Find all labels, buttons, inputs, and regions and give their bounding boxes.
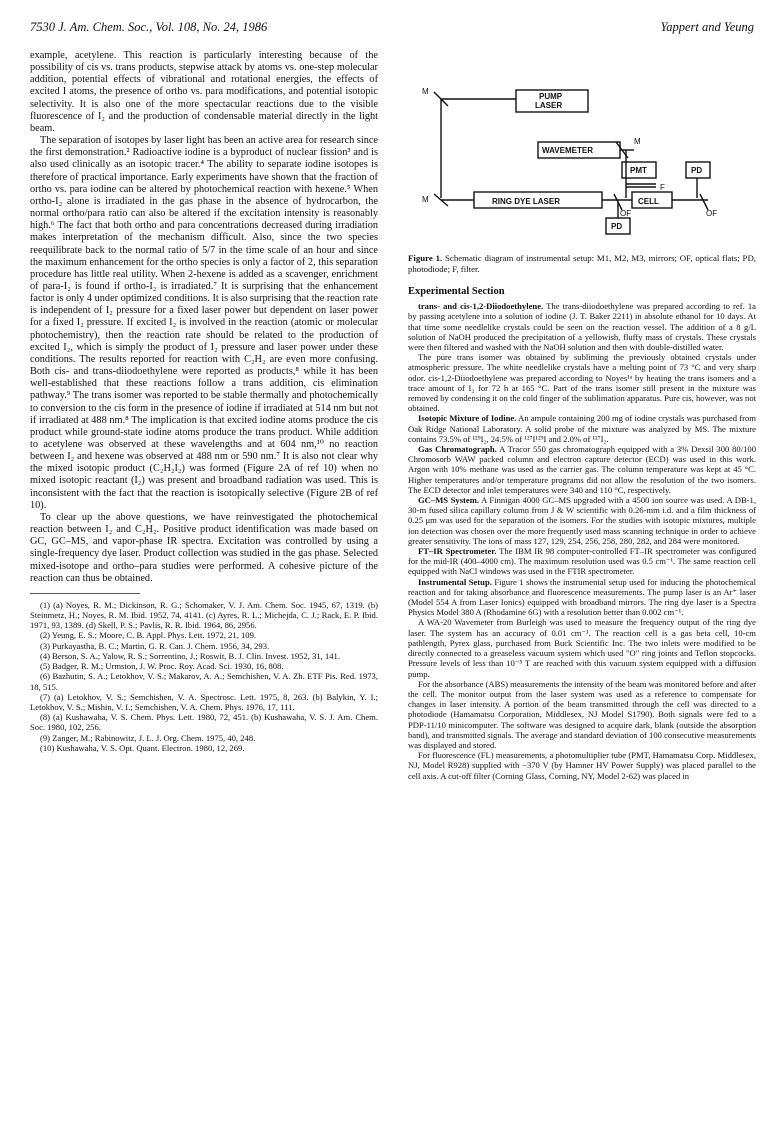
reference-6: (6) Bazhutin, S. A.; Letokhov, V. S.; Makarov, A. A.; Semchishen, V. A. Zh. ETF Pis. Red. 1973, 18, 515. <box>30 671 378 692</box>
footnote-divider <box>30 593 140 594</box>
svg-text:LASER: LASER <box>535 101 563 110</box>
journal-citation: 7530 J. Am. Chem. Soc., Vol. 108, No. 24, 1986 <box>30 20 268 34</box>
svg-text:OF: OF <box>620 209 632 218</box>
figure-1-label: Figure 1. <box>408 253 443 263</box>
reference-1: (1) (a) Noyes, R. M.; Dickinson, R. G.; Schomaker, V. J. Am. Chem. Soc. 1945, 67, 1319. (b) Steinmetz, H.; Noyes, R. M. Ibid. 1952, 74, 4141. (c) Ayres, R. L.; Michejda, C. J.; Rack, E. P. Ibid. 1971, 93, 1389. (d) Skell, P. S.; Pavlis, R. R. Ibid. 1964, 86, 2956. <box>30 599 378 631</box>
svg-text:M: M <box>634 137 641 146</box>
exp-paragraph-3: Isotopic Mixture of Iodine. An ampule containing 200 mg of iodine crystals was purchased from Oak Ridge National Laboratory. A solid probe of the mixture was analyzed by MS. The mixture contains 73.5% of ¹²⁹I₂, 24.5% of ¹²⁷I¹²⁹I and 2.0% of ¹²⁷I₂. <box>408 413 756 444</box>
svg-text:RING DYE LASER: RING DYE LASER <box>492 197 561 206</box>
running-header <box>30 20 754 38</box>
left-column <box>30 50 378 753</box>
svg-text:CELL: CELL <box>638 197 659 206</box>
reference-10: (10) Kushawaha, V. S. Opt. Quant. Electron. 1980, 12, 269. <box>40 742 245 753</box>
exp-paragraph-5: GC–MS System. A Finnigan 4000 GC–MS upgraded with a 4500 ion source was used. A DB-1, 30-m fused silica capillary column from J & W scientific with 0.26-mm i.d. and a film thickness of 0.25 μm was used for the separation of the isomers. For the studies with isotopic mixtures, multiple ion detection was chosen over the more frequently used mass scanning technique in order to achieve greater sensitivity. The ions of mass 127, 129, 254, 256, 258, 280, 282, and 284 were monitored. <box>408 495 756 546</box>
figure-1-schematic <box>408 50 756 240</box>
section-title: Experimental Section <box>408 286 505 298</box>
svg-text:PMT: PMT <box>630 166 647 175</box>
svg-text:PD: PD <box>691 166 703 175</box>
exp-paragraph-6: FT–IR Spectrometer. The IBM IR 98 computer-controlled FT–IR spectrometer was configured for the mid-IR (400–4000 cm). The maximum resolution used was 0.5 cm⁻¹. The same reaction cell equipped with NaCl windows was used in the FTIR spectrometer. <box>408 546 756 577</box>
figure-1-caption-text: Schematic diagram of instrumental setup: M1, M2, M3, mirrors; OF, optical flats; PD, photodiode; F, filter. <box>408 253 756 274</box>
reference-3: (3) Purkayastha, B. C.; Martin, G. R. Can. J. Chem. 1956, 34, 293. <box>40 640 270 651</box>
exp-paragraph-9: For the absorbance (ABS) measurements the intensity of the beam was monitored before and after the cell. The monitor output from the laser system was used as a reference to compensate for changes in laser intensity. A portion of the beam transmitted through the cell was directed to a photodiode (Hamamatsu Corporation, Middlesex, NJ Model S1790). Both signals were fed to a PDP-11/10 minicomputer. The software was designed to acquire dark, blank (outside the absorption band), and transmitted signals. The average and standard deviation of 100 consecutive measurements was displayed and stored. <box>408 678 756 750</box>
exp-paragraph-7: Instrumental Setup. Figure 1 shows the instrumental setup used for inducing the photochemical reaction and for taking absorbance and fluorescence measurements. The pump laser is an Ar⁺ laser (Model 554 A from Laser Ionics) equipped with broadband mirrors. The ring dye laser is a Spectra Physics Model 380 A (Rhodamine 6G) with a resolution better than 0.002 cm⁻¹. <box>408 576 756 618</box>
reference-2: (2) Yeung, E. S.; Moore, C. B. Appl. Phys. Lett. 1972, 21, 109. <box>40 630 257 641</box>
intro-paragraph-2: The separation of isotopes by laser light has been an active area for research since the first demonstration.² Radioactive iodine is a byproduct of nuclear fission³ and is also used clinically as an isotopic tracer.⁴ The ability to separate iodine isotopes is therefore of practical importance. Early experiments have shown that the fraction of ortho vs. para iodine can be altered by photochemical reaction with hexene.⁵ When ortho-I₂ alone is irradiated in the gas phase in the absence of hydrocarbon, the normal ortho/para ratio can also be altered if the excitation intensity is reasonably high.⁶ The fact that both ortho and para concentrations decreased during irradiation makes interpretation of the mechanism difficult. Also, since the two species reequilibrate back to the normal ratio of 5/7 in the time scale of an hour and since the maximum enhancement for the ortho species is only a factor of 2, this separation procedure has little real utility. When 2-hexene is added as a scavenger, enrichment of para-I₂ is found if ortho-I₂ is irradiated.⁷ It is surprising that the enhancement factor is only 4 under optimized conditions. It is also surprising that the reaction rate is independent of I₂ pressure for a fixed laser power but dependent on laser power for a fixed I₂ pressure. If excited I₂ is involved in the reaction (atomic or molecular photochemistry), then the reaction rate should be related to the production of excited I₂, which is simply the product of I₂ pressure and laser power under these conditions. The results reported for reaction with C₂H₂ are even more confusing. Both cis- and trans-diiodoethylene were reported as products,⁸ while it has been well-established that these reactions follow a trans addition, cis elimination pathway.⁹ The trans isomer was reported to be stable thermally and photochemically to conversion to the cis form in the presence of iodine if irradiated at 514 nm but not if irradiated at 488 nm.⁸ The implication is that excited iodine atoms produce the cis product while ground-state iodine atoms produce the trans product. While addition to acetylene was observed at these wavelengths and at 604 nm,¹⁰ no reaction between I₂ and hexene was observed at 488 nm or 590 nm.⁷ It is also not clear why the mixed isotopic product (C₂H₂I₂) was formed (Figure 2A of ref 10) when no mixed isotopic reactant (I₂) was present and broadband radiation was used. This is inconsistent with the fact that the reaction is isotopically selective (Figure 2B of ref 10). <box>30 135 379 511</box>
svg-text:M: M <box>422 195 429 204</box>
right-column <box>408 50 756 781</box>
svg-text:PUMP: PUMP <box>539 92 563 101</box>
label-m-top: M <box>422 87 429 96</box>
svg-text:WAVEMETER: WAVEMETER <box>542 146 593 155</box>
reference-4: (4) Berson, S. A.; Yalow, R. S.; Sorrentino, J.; Roswit, B. J. Clin. Invest. 1952, 31, 141. <box>40 650 341 661</box>
reference-7: (7) (a) Letokhov, V. S.; Semchishen, V. A. Spectrosc. Lett. 1975, 8, 263. (b) Balykin, Y. I.; Letokhov, V. S.; Mishin, V. I.; Semchishen, V. A. Chem. Phys. 1976, 17, 111. <box>30 691 378 712</box>
references <box>30 600 378 753</box>
authors-header: Yappert and Yeung <box>660 20 754 34</box>
exp-paragraph-4: Gas Chromatograph. A Tracor 550 gas chromatograph equipped with a 3% Dexsil 300 80/100 Chromosorb WAW packed column and electron capture detector (ECD) was used in this work. Argon with 10% methane was used as the carrier gas. The column temperature was kept at 45 °C. Higher temperatures and/or temperature programs did not allow the resolution of the two isomers. The ECD detector and inlet temperatures were 340 and 110 °C, respectively. <box>408 444 756 495</box>
svg-text:F: F <box>660 183 665 192</box>
reference-5: (5) Badger, R. M.; Urmston, J. W. Proc. Roy. Acad. Sci. 1930, 16, 808. <box>40 661 284 672</box>
figure-1-caption <box>408 253 756 274</box>
experimental-body <box>408 301 756 781</box>
svg-text:PD: PD <box>611 222 623 231</box>
reference-9: (9) Zanger, M.; Rabinowitz, J. L. J. Org. Chem. 1975, 40, 248. <box>40 732 256 743</box>
exp-paragraph-8: A WA-20 Wavemeter from Burleigh was used to measure the frequency output of the ring dye laser. The system has an accuracy of 0.01 cm⁻¹. The reaction cell is a gas beta cell, 10-cm pathlength, Pyrex glass, purchased from Buck Scientific Inc. The two inlets were modified to be directly connected to a greaseless vacuum system which used "O" ring joints and Teflon stopcocks. Pressure levels of less than 10⁻⁵ T are reached with this vacuum system equipped with a diffusion pump. <box>408 617 756 679</box>
reference-8: (8) (a) Kushawaha, V. S. Chem. Phys. Lett. 1980, 72, 451. (b) Kushawaha, V. S. J. Am. Chem. Soc. 1980, 102, 256. <box>30 712 378 733</box>
svg-text:OF: OF <box>706 209 718 218</box>
intro-paragraph-3: To clear up the above questions, we have reinvestigated the photochemical reaction between I₂ and C₂H₂. Positive product identification was made based on GC, GC–MS, and vapor-phase IR spectra. Excitation was controlled by using a single-frequency dye laser. Product collection was studied in the gas phase. Selected mixed-isotope and ortho–para studies were performed. A cohesive picture of the reaction can thus be obtained. <box>30 511 378 584</box>
exp-paragraph-1: trans- and cis-1,2-Diiodoethylene. The trans-diiodoethylene was prepared according to ref. 1a by passing acetylene into a solution of iodine (J. T. Baker 2211) in absolute ethanol for 10 days. At that time some needlelike crystals could be seen on the reaction vessel. The addition of a 8 g/L solution of NaOH produced the precipitation of a yellowish, fluffy mass of crystals. These crystals were then filtered and washed with the NaOH solution and then with double-distilled water. <box>408 301 756 352</box>
intro-paragraph-1: example, acetylene. This reaction is particularly interesting because of the possibility of cis vs. trans products, stepwise attack by atoms vs. one-step molecular addition, potential effects of vibrational and rotational energies, the effects of excited I atoms, the presence of ortho vs. para modifications, and potential isotopic selectivity. It is also one of the more spectacular reactions due to the visible fluorescence of I₂ and the production of condensable material directly in the light beam. <box>30 50 378 134</box>
exp-paragraph-10: For fluorescence (FL) measurements, a photomultiplier tube (PMT, Hamamatsu Corp. Middlesex, NJ, Model R928) supplied with −370 V (by Hamner HV Power Supply) was placed parallel to the cell axis. A cut-off filter (Corning Glass, Corning, NY, Model 2-62) was placed in <box>408 750 756 781</box>
exp-paragraph-2: The pure trans isomer was obtained by subliming the previously obtained crystals under atmospheric pressure. The white needlelike crystals have a melting point of 73 °C and very sharp odor. cis-1,2-Diiodoethylene was prepared according to Noyes¹ᵃ by heating the trans isomers and a trace amount of I₂ for 72 h at 165 °C. Part of the trans isomer still present in the mixture was removed by condensing it on the cold finger of the sublimation apparatus. Pure cis, however, was not obtained. <box>408 352 756 414</box>
